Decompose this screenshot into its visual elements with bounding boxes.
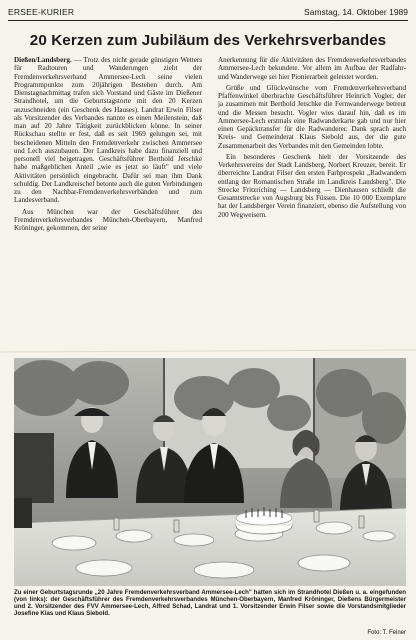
article-dateline: Dießen/Landsberg. <box>14 56 72 64</box>
photo-caption: Zu einer Geburtstagsrunde „20 Jahre Fremdenverkehrsverband Ammersee-Lech" hatten sich im Strandhotel Dießen u. a. eingefunden (von links): der Geschäftsführer des Fremdenverkehrsverbandes München-Oberbayern, Manfred Kröninger, Dießens Bürgermeister und 2. Vorsitzender des FVV Ammersee-Lech, Alfred Schad, Landrat und 1. Vorsitzender Erwin Filser sowie die Vorstandsmitglieder Josefine Klas und Klaus Siebold. <box>14 589 406 618</box>
article-body <box>14 56 406 356</box>
newspaper-header <box>8 6 408 21</box>
article-headline: 20 Kerzen zum Jubiläum des Verkehrsverbandes <box>29 32 387 49</box>
newspaper-name: ERSEE-KURIER <box>8 7 75 17</box>
group-photo-image <box>14 358 406 586</box>
group-photo <box>14 358 406 586</box>
article-column-left <box>14 56 202 356</box>
photo-credit: Foto: T. Feiner <box>363 630 406 636</box>
article-paragraph: Aus München war der Geschäftsführer des Fremdenverkehrsverbandes München-Oberbayern, Manfred Kröninger, gekommen, der seine <box>14 207 202 232</box>
article-paragraph: Anerkennung für die Aktivitäten des Fremdenverkehrsverbandes Ammersee-Lech bekundete. Vor allem im Aufbau der Radfahr- und Wanderwege sei hier Pionierarbeit geleistet worden. <box>218 56 406 81</box>
article-paragraph: Grüße und Glückwünsche vom Fremdenverkehrsverband Pfaffenwinkel überbrachte Geschäftsführer Heinrich Vogler, der ja zusammen mit Berthold Jetschke die Fernwanderwege betreut und die Messen besucht. Vogler wies darauf hin, daß es im Ammersee-Lech erstmals eine Radwanderkarte gab und nur hier einen Gepäcktransfer für die Radwanderer. Dank sprach auch Kreis- und Gemeinderat Klaus Siebold aus, der die gute Zusammenarbeit des Verbandes mit den Gemeinden lobte. <box>218 83 406 150</box>
article-paragraph <box>14 56 202 205</box>
article-column-right <box>218 56 406 356</box>
article-paragraph: Ein besonderes Geschenk hielt der Vorsitzende des Verkehrsvereins der Stadt Landsberg, Norbert Kreuzer, bereit. Er überreichte Landrat Filser den ersten Farbprospekt „Radwandern entlang der Romantischen Straße im Landkreis Landsberg". Die Strecke Fritzriching — Landsberg — Dienhausen schließt die Gesamtstrecke von Augsburg bis Füssen. Die 10 000 Exemplare hat der Landsberger Verein finanziert, ebenso die Aufstellung von 200 Wegweisern. <box>218 152 406 219</box>
paragraph-text: — Trotz des nicht gerade günstigen Wetters für Radtouren und Wanderungen zieht der Fremdenverkehrsverband Ammersee-Lech seine vielen Programmpunkte zum 20jährigen Bestehen durch. Am Dienstagnachmittag trafen sich Vorstand und Gäste im Dießener Strandhotel, um die Geburtstagstorte mit den 20 Kerzen anzuschneiden (ein Geschenk des Hauses). Landrat Erwin Filser als Vorsitzender des Verbandes nannte es einen Meilenstein, daß man auf 20 Jahre Tätigkeit zurückblicken könne. In seiner Rückschau stellte er fest, daß es seit 1969 gelungen sei, mit bescheidenen Mitteln den Fremdenverkehr zwischen Ammersee und Lech auszubauen. Der Landkreis habe dazu finanziell und personell viel beigetragen. Geschäftsführer Berthold Jetschke habe maßgeblichen Anteil „wie es jetzt so läuft" und viele Aktivitäten persönlich eingebracht. Dafür sei man ihm Dank schuldig. Der Landkreischef betonte auch die guten Verbindungen zu den Nachbar-Fremdenverkehrsverbänden und zum Landesverband. <box>14 56 202 205</box>
issue-date: Samstag, 14. Oktober 1989 <box>304 7 408 17</box>
